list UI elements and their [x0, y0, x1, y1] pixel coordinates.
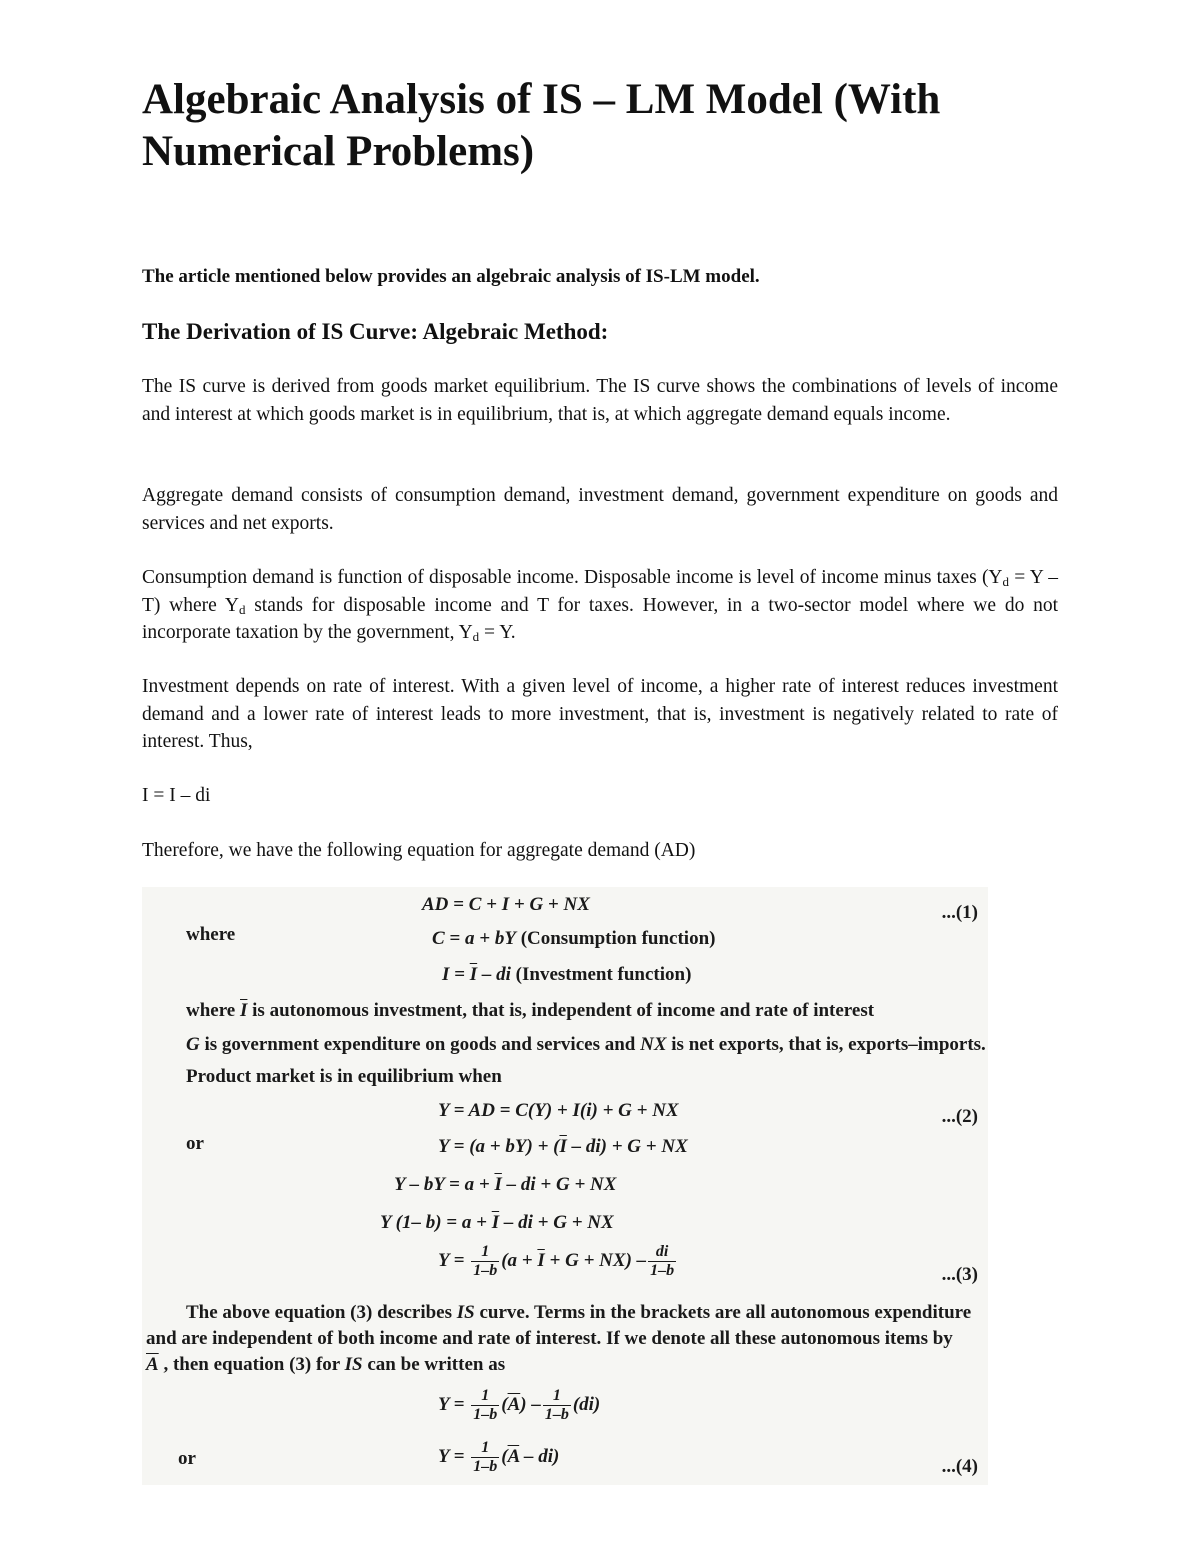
investment-function: $I = \overline{I}$ – di (Investment function)	[442, 964, 692, 985]
or-label-2: or	[178, 1448, 196, 1469]
fraction-4a-first: $\frac{1}{1-b}$	[473, 1387, 498, 1423]
equation-number-1: ...(1)	[941, 902, 978, 923]
page-title: Algebraic Analysis of IS – LM Model (With Numerical Problems)	[142, 76, 941, 175]
paragraph-consumption: Consumption demand is function of disposable income. Disposable income is level of income minus taxes $(Y_d = Y - T)$ where $Y_d$ stands for disposable income and T for taxes. However, in a two-sector model where we do not incorporate taxation by the government, $Y_d = Y$.	[142, 567, 1059, 644]
paragraph-aggregate-demand: Aggregate demand consists of consumption demand, investment demand, government expenditure on goods and services and net exports.	[142, 485, 1058, 534]
consumption-function: C = a + bY (Consumption function)	[432, 928, 716, 949]
description-line-2: and are independent of both income and rate of interest. If we denote all these autonomous items by	[146, 1328, 953, 1349]
equation-number-2: ...(2)	[941, 1106, 978, 1127]
paragraph-aggregate-demand-equation: Therefore, we have the following equation for aggregate demand (AD)	[142, 840, 696, 861]
product-market-note: Product market is in equilibrium when	[186, 1066, 502, 1087]
equation-2b: $Y = (a + bY) + (\overline{I} - di) + G$ + NX	[438, 1136, 688, 1157]
equation-3: Y = $\frac{1}{1-b}$ $(a + \overline{I} + G + NX)$ – $\frac{di}{1-b}$	[438, 1243, 675, 1279]
equations-figure	[142, 887, 988, 1485]
equation-2d: Y (1– $b) = a + \overline{I}$ – di + G + NX	[380, 1212, 614, 1233]
equation-2c: Y – bY = $a + \overline{I}$ – di + G + NX	[394, 1174, 617, 1195]
section-heading: The Derivation of IS Curve: Algebraic Method:	[142, 319, 609, 344]
paragraph-is-curve: The IS curve is derived from goods market equilibrium. The IS curve shows the combinations of levels of income and interest at which goods market is in equilibrium, that is, at which aggregate demand equals income.	[142, 376, 1058, 425]
fraction-4a-second: $\frac{1}{1-b}$	[544, 1387, 569, 1423]
equation-number-4: ...(4)	[941, 1456, 978, 1477]
equation-4a: Y = $\frac{1}{1-b}$ $(\overline{A})$ – $\frac{1}{1-b}$ (di)	[438, 1387, 601, 1423]
equation-number-3: ...(3)	[941, 1264, 978, 1285]
equation-1: AD = C + I + G + NX	[422, 894, 590, 915]
or-label-1: or	[186, 1133, 204, 1154]
government-expenditure-note: G is government expenditure on goods and services and NX is net exports, that is, exports–imports.	[186, 1034, 986, 1055]
where-label: where	[186, 924, 236, 945]
fraction-1-over-1-minus-b: $\frac{1}{1-b}$	[473, 1243, 498, 1279]
equation-4: Y = $\frac{1}{1-b}$ $(\overline{A} - di)$	[438, 1439, 560, 1475]
investment-equation: I = I – di	[142, 785, 211, 806]
fraction-4: $\frac{1}{1-b}$	[473, 1439, 498, 1475]
description-line-1: The above equation (3) describes IS curve. Terms in the brackets are all autonomous expenditure	[186, 1302, 972, 1323]
fraction-di-over-1-minus-b: $\frac{di}{1-b}$	[650, 1243, 675, 1279]
intro-text: The article mentioned below provides an algebraic analysis of IS-LM model.	[142, 266, 760, 287]
autonomous-investment-note: where $\overline{I}$ is autonomous investment, that is, independent of income and rate of interest	[186, 1000, 875, 1021]
equation-2: Y = AD = C(Y) + I(i) + G + NX	[438, 1100, 679, 1121]
description-line-3: $\overline{A}$ , then equation (3) for IS can be written as	[146, 1354, 506, 1375]
paragraph-investment: Investment depends on rate of interest. With a given level of income, a higher rate of interest reduces investment demand and a lower rate of interest leads to more investment, that is, investment is negatively related to rate of interest. Thus,	[142, 676, 1058, 752]
